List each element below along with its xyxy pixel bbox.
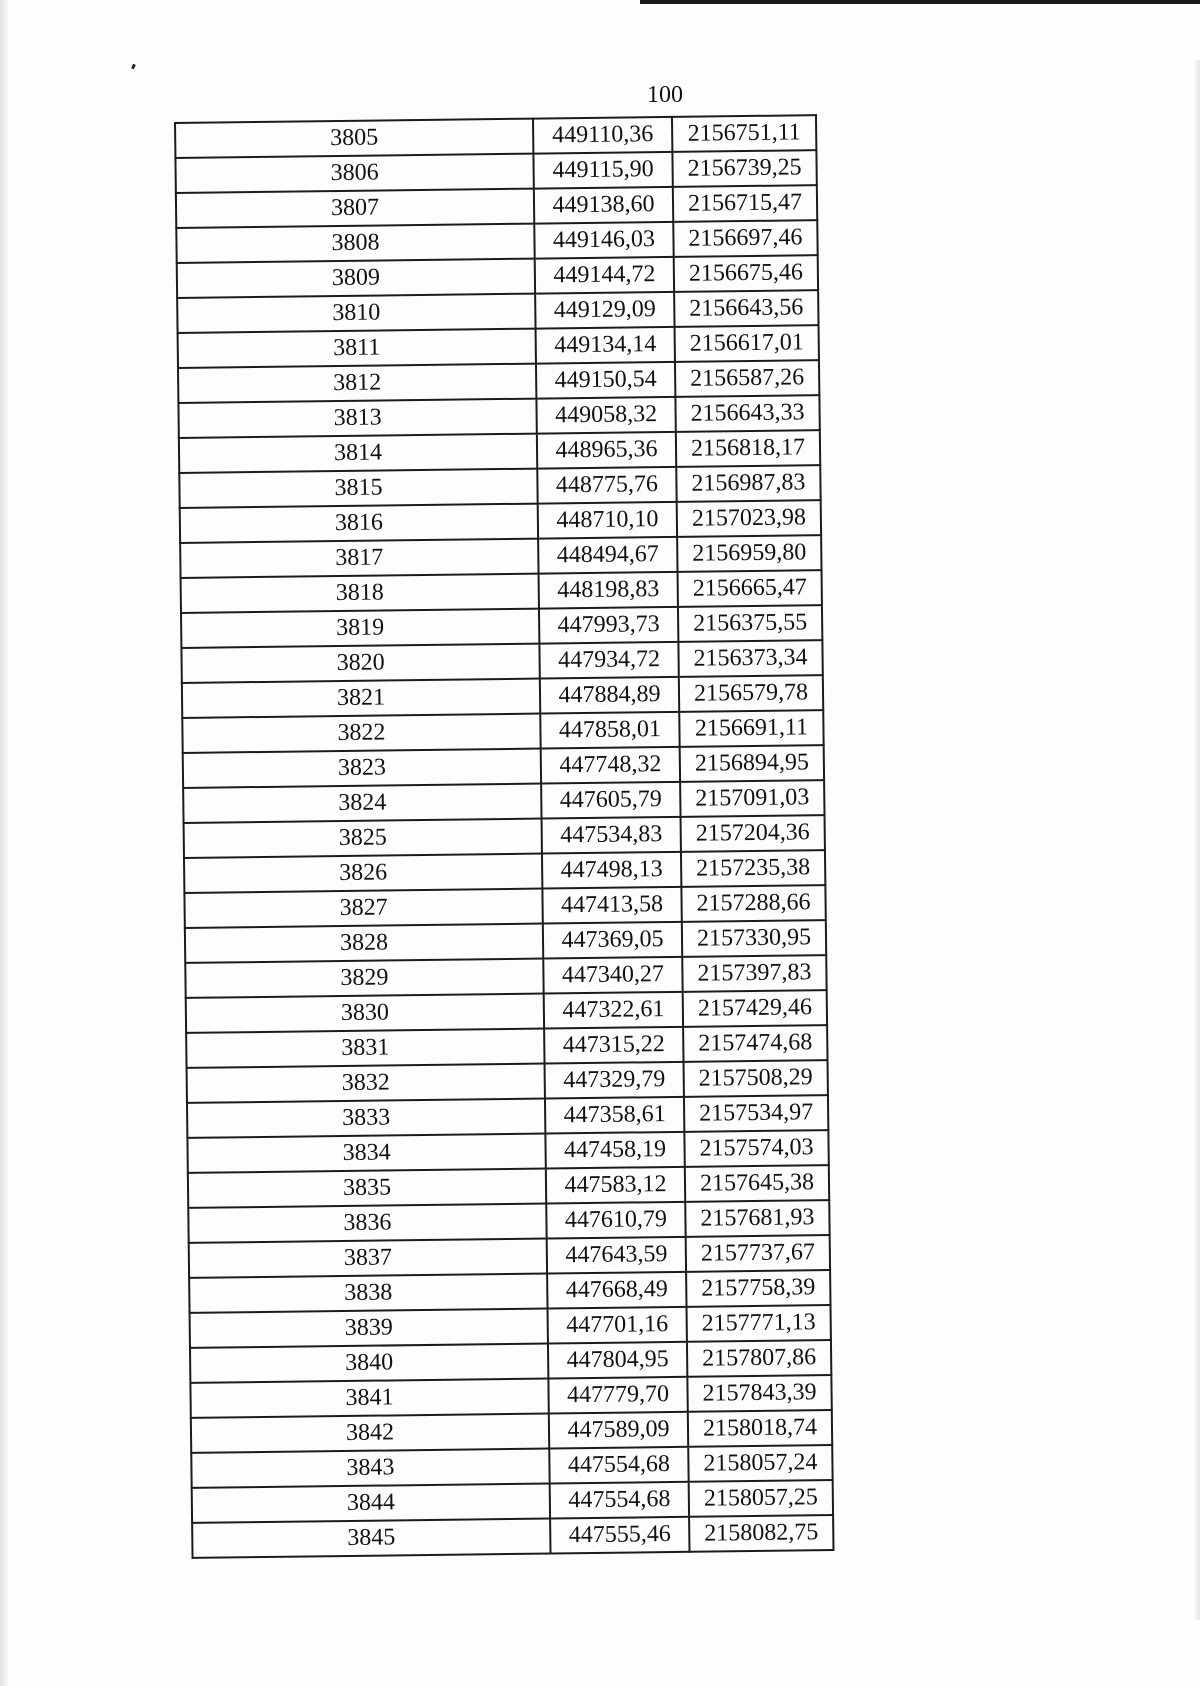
y-coordinate-cell: 2156959,80 — [677, 535, 821, 572]
y-coordinate-cell: 2156715,47 — [673, 185, 817, 222]
x-coordinate-cell: 449134,14 — [536, 327, 675, 364]
coordinates-table-body — [175, 115, 833, 1558]
x-coordinate-cell: 449138,60 — [534, 187, 673, 224]
point-number-cell: 3820 — [181, 644, 539, 683]
scan-speck — [131, 64, 136, 70]
y-coordinate-cell: 2157091,03 — [680, 780, 824, 817]
point-number-cell: 3822 — [182, 714, 540, 753]
x-coordinate-cell: 447804,95 — [548, 1342, 687, 1379]
point-number-cell: 3836 — [188, 1204, 546, 1243]
x-coordinate-cell: 449129,09 — [535, 292, 674, 329]
y-coordinate-cell: 2157574,03 — [684, 1130, 828, 1167]
point-number-cell: 3816 — [180, 504, 538, 543]
point-number-cell: 3826 — [184, 854, 542, 893]
y-coordinate-cell: 2157235,38 — [681, 850, 825, 887]
page-number: 100 — [647, 82, 683, 108]
y-coordinate-cell: 2157737,67 — [686, 1235, 830, 1272]
x-coordinate-cell: 449115,90 — [533, 152, 672, 189]
y-coordinate-cell: 2157534,97 — [684, 1095, 828, 1132]
y-coordinate-cell: 2156697,46 — [673, 220, 817, 257]
x-coordinate-cell: 447934,72 — [539, 642, 678, 679]
y-coordinate-cell: 2157429,46 — [683, 990, 827, 1027]
y-coordinate-cell: 2157508,29 — [684, 1060, 828, 1097]
x-coordinate-cell: 447554,68 — [549, 1447, 688, 1484]
y-coordinate-cell: 2156987,83 — [676, 465, 820, 502]
point-number-cell: 3830 — [186, 994, 544, 1033]
y-coordinate-cell: 2156675,46 — [674, 255, 818, 292]
x-coordinate-cell: 447589,09 — [549, 1412, 688, 1449]
point-number-cell: 3843 — [191, 1449, 549, 1488]
x-coordinate-cell: 447858,01 — [540, 712, 679, 749]
x-coordinate-cell: 448198,83 — [539, 572, 678, 609]
point-number-cell: 3810 — [177, 294, 535, 333]
y-coordinate-cell: 2157023,98 — [677, 500, 821, 537]
point-number-cell: 3832 — [187, 1064, 545, 1103]
x-coordinate-cell: 448965,36 — [537, 432, 676, 469]
y-coordinate-cell: 2156665,47 — [678, 570, 822, 607]
y-coordinate-cell: 2157771,13 — [687, 1305, 831, 1342]
x-coordinate-cell: 449150,54 — [536, 362, 675, 399]
point-number-cell: 3844 — [192, 1484, 550, 1523]
y-coordinate-cell: 2156739,25 — [672, 150, 816, 187]
point-number-cell: 3828 — [185, 924, 543, 963]
point-number-cell: 3815 — [179, 469, 537, 508]
point-number-cell: 3837 — [189, 1239, 547, 1278]
x-coordinate-cell: 447748,32 — [541, 747, 680, 784]
y-coordinate-cell: 2157843,39 — [687, 1375, 831, 1412]
point-number-cell: 3817 — [180, 539, 538, 578]
point-number-cell: 3845 — [192, 1519, 550, 1558]
x-coordinate-cell: 447668,49 — [547, 1272, 686, 1309]
y-coordinate-cell: 2157681,93 — [685, 1200, 829, 1237]
x-coordinate-cell: 447315,22 — [544, 1027, 683, 1064]
x-coordinate-cell: 449110,36 — [533, 117, 672, 154]
point-number-cell: 3806 — [175, 154, 533, 193]
point-number-cell: 3827 — [184, 889, 542, 928]
x-coordinate-cell: 447369,05 — [543, 922, 682, 959]
x-coordinate-cell: 448775,76 — [537, 467, 676, 504]
y-coordinate-cell: 2157645,38 — [685, 1165, 829, 1202]
point-number-cell: 3811 — [178, 329, 536, 368]
top-edge-rule — [640, 0, 1200, 4]
point-number-cell: 3809 — [177, 259, 535, 298]
x-coordinate-cell: 447993,73 — [539, 607, 678, 644]
point-number-cell: 3818 — [181, 574, 539, 613]
point-number-cell: 3823 — [183, 749, 541, 788]
y-coordinate-cell: 2157288,66 — [681, 885, 825, 922]
x-coordinate-cell: 447340,27 — [543, 957, 682, 994]
x-coordinate-cell: 447329,79 — [545, 1062, 684, 1099]
y-coordinate-cell: 2158057,25 — [689, 1480, 833, 1517]
point-number-cell: 3840 — [190, 1344, 548, 1383]
x-coordinate-cell: 447610,79 — [546, 1202, 685, 1239]
point-number-cell: 3838 — [189, 1274, 547, 1313]
scan-right-edge — [1194, 60, 1200, 1620]
point-number-cell: 3812 — [178, 364, 536, 403]
x-coordinate-cell: 447413,58 — [542, 887, 681, 924]
point-number-cell: 3821 — [182, 679, 540, 718]
point-number-cell: 3834 — [187, 1134, 545, 1173]
point-number-cell: 3829 — [185, 959, 543, 998]
x-coordinate-cell: 447701,16 — [548, 1307, 687, 1344]
x-coordinate-cell: 447605,79 — [541, 782, 680, 819]
y-coordinate-cell: 2156587,26 — [675, 360, 819, 397]
y-coordinate-cell: 2158082,75 — [689, 1515, 833, 1552]
point-number-cell: 3835 — [188, 1169, 546, 1208]
coordinates-table — [174, 114, 835, 1559]
x-coordinate-cell: 449144,72 — [535, 257, 674, 294]
x-coordinate-cell: 447458,19 — [545, 1132, 684, 1169]
y-coordinate-cell: 2157397,83 — [682, 955, 826, 992]
y-coordinate-cell: 2157204,36 — [681, 815, 825, 852]
x-coordinate-cell: 447498,13 — [542, 852, 681, 889]
point-number-cell: 3841 — [190, 1379, 548, 1418]
x-coordinate-cell: 447358,61 — [545, 1097, 684, 1134]
x-coordinate-cell: 447534,83 — [542, 817, 681, 854]
point-number-cell: 3831 — [186, 1029, 544, 1068]
point-number-cell: 3805 — [175, 119, 533, 158]
y-coordinate-cell: 2156579,78 — [679, 675, 823, 712]
y-coordinate-cell: 2156375,55 — [678, 605, 822, 642]
point-number-cell: 3839 — [190, 1309, 548, 1348]
scan-left-edge — [0, 0, 8, 1686]
point-number-cell: 3819 — [181, 609, 539, 648]
x-coordinate-cell: 447555,46 — [550, 1517, 689, 1554]
y-coordinate-cell: 2157474,68 — [683, 1025, 827, 1062]
x-coordinate-cell: 447554,68 — [550, 1482, 689, 1519]
x-coordinate-cell: 447884,89 — [540, 677, 679, 714]
table-row — [192, 1515, 833, 1558]
point-number-cell: 3833 — [187, 1099, 545, 1138]
y-coordinate-cell: 2157807,86 — [687, 1340, 831, 1377]
x-coordinate-cell: 447779,70 — [548, 1377, 687, 1414]
y-coordinate-cell: 2158057,24 — [688, 1445, 832, 1482]
y-coordinate-cell: 2156894,95 — [680, 745, 824, 782]
x-coordinate-cell: 448494,67 — [538, 537, 677, 574]
x-coordinate-cell: 447643,59 — [547, 1237, 686, 1274]
y-coordinate-cell: 2156643,56 — [674, 290, 818, 327]
point-number-cell: 3825 — [184, 819, 542, 858]
point-number-cell: 3824 — [183, 784, 541, 823]
y-coordinate-cell: 2157330,95 — [682, 920, 826, 957]
point-number-cell: 3813 — [178, 399, 536, 438]
y-coordinate-cell: 2156643,33 — [675, 395, 819, 432]
y-coordinate-cell: 2156751,11 — [672, 115, 816, 152]
x-coordinate-cell: 448710,10 — [538, 502, 677, 539]
y-coordinate-cell: 2157758,39 — [686, 1270, 830, 1307]
y-coordinate-cell: 2156691,11 — [679, 710, 823, 747]
x-coordinate-cell: 449058,32 — [536, 397, 675, 434]
y-coordinate-cell: 2156818,17 — [676, 430, 820, 467]
point-number-cell: 3807 — [176, 189, 534, 228]
y-coordinate-cell: 2156617,01 — [675, 325, 819, 362]
y-coordinate-cell: 2156373,34 — [678, 640, 822, 677]
y-coordinate-cell: 2158018,74 — [688, 1410, 832, 1447]
x-coordinate-cell: 447583,12 — [546, 1167, 685, 1204]
point-number-cell: 3842 — [191, 1414, 549, 1453]
x-coordinate-cell: 449146,03 — [534, 222, 673, 259]
point-number-cell: 3808 — [176, 224, 534, 263]
point-number-cell: 3814 — [179, 434, 537, 473]
x-coordinate-cell: 447322,61 — [544, 992, 683, 1029]
